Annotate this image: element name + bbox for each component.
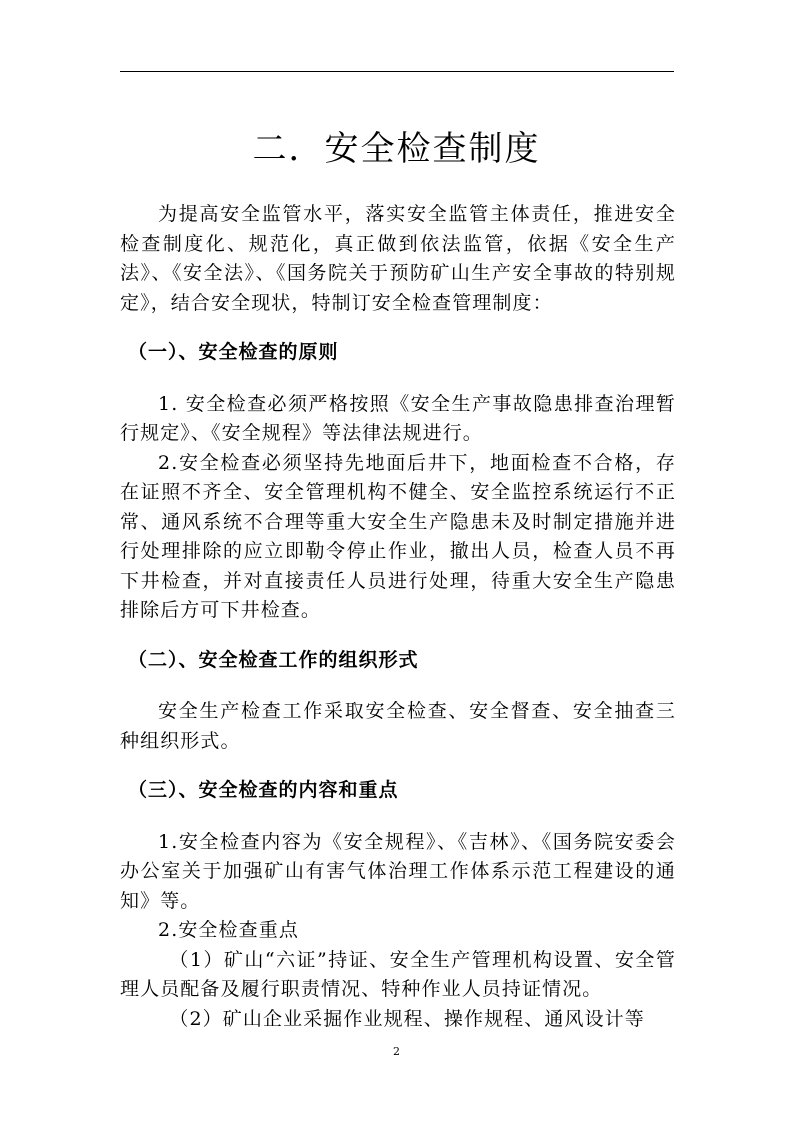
section-heading-content: （三）、安全检查的内容和重点 [128, 779, 399, 801]
principle-item-2: 2.安全检查必须坚持先地面后井下，地面检查不合格，存在证照不齐全、安全管理机构不健全、安全监控系统运行不正常、通风系统不合理等重大安全生产隐患未及时制定措施并进行处理排除的应立即勒令停止作业，撤出人员，检查人员不再下井检查，并对直接责任人员进行处理，待重大安全生产隐患排除后方可下井检查。 [120, 451, 676, 621]
organization-paragraph: 安全生产检查工作采取安全检查、安全督查、安全抽查三种组织形式。 [120, 700, 676, 752]
page-number: 2 [393, 1045, 400, 1058]
section-heading-principles: （一）、安全检查的原则 [128, 341, 339, 363]
focus-subitem-1: （1）矿山“六证”持证、安全生产管理机构设置、安全管理人员配备及履行职责情况、特种作业人员持证情况。 [120, 948, 676, 1000]
content-item-2: 2.安全检查重点 [158, 919, 299, 941]
document-body [120, 200, 676, 1034]
header-rule [120, 71, 674, 72]
focus-subitem-2: （2）矿山企业采掘作业规程、操作规程、通风设计等 [169, 1007, 645, 1030]
content-item-1: 1.安全检查内容为《安全规程》、《吉林》、《国务院安委会办公室关于加强矿山有害气体治理工作体系示范工程建设的通知》等。 [120, 830, 676, 912]
section-heading-organization: （二）、安全检查工作的组织形式 [128, 648, 419, 671]
principle-item-1: 1. 安全检查必须严格按照《安全生产事故隐患排查治理暂行规定》、《安全规程》等法律法规进行。 [120, 392, 676, 444]
intro-paragraph: 为提高安全监管水平，落实安全监管主体责任，推进安全检查制度化、规范化，真正做到依法监管，依据《安全生产法》、《安全法》、《国务院关于预防矿山生产安全事故的特别规定》，结合安全现状，特制订安全检查管理制度： [120, 203, 676, 314]
page-title: 二．安全检查制度 [252, 128, 541, 169]
